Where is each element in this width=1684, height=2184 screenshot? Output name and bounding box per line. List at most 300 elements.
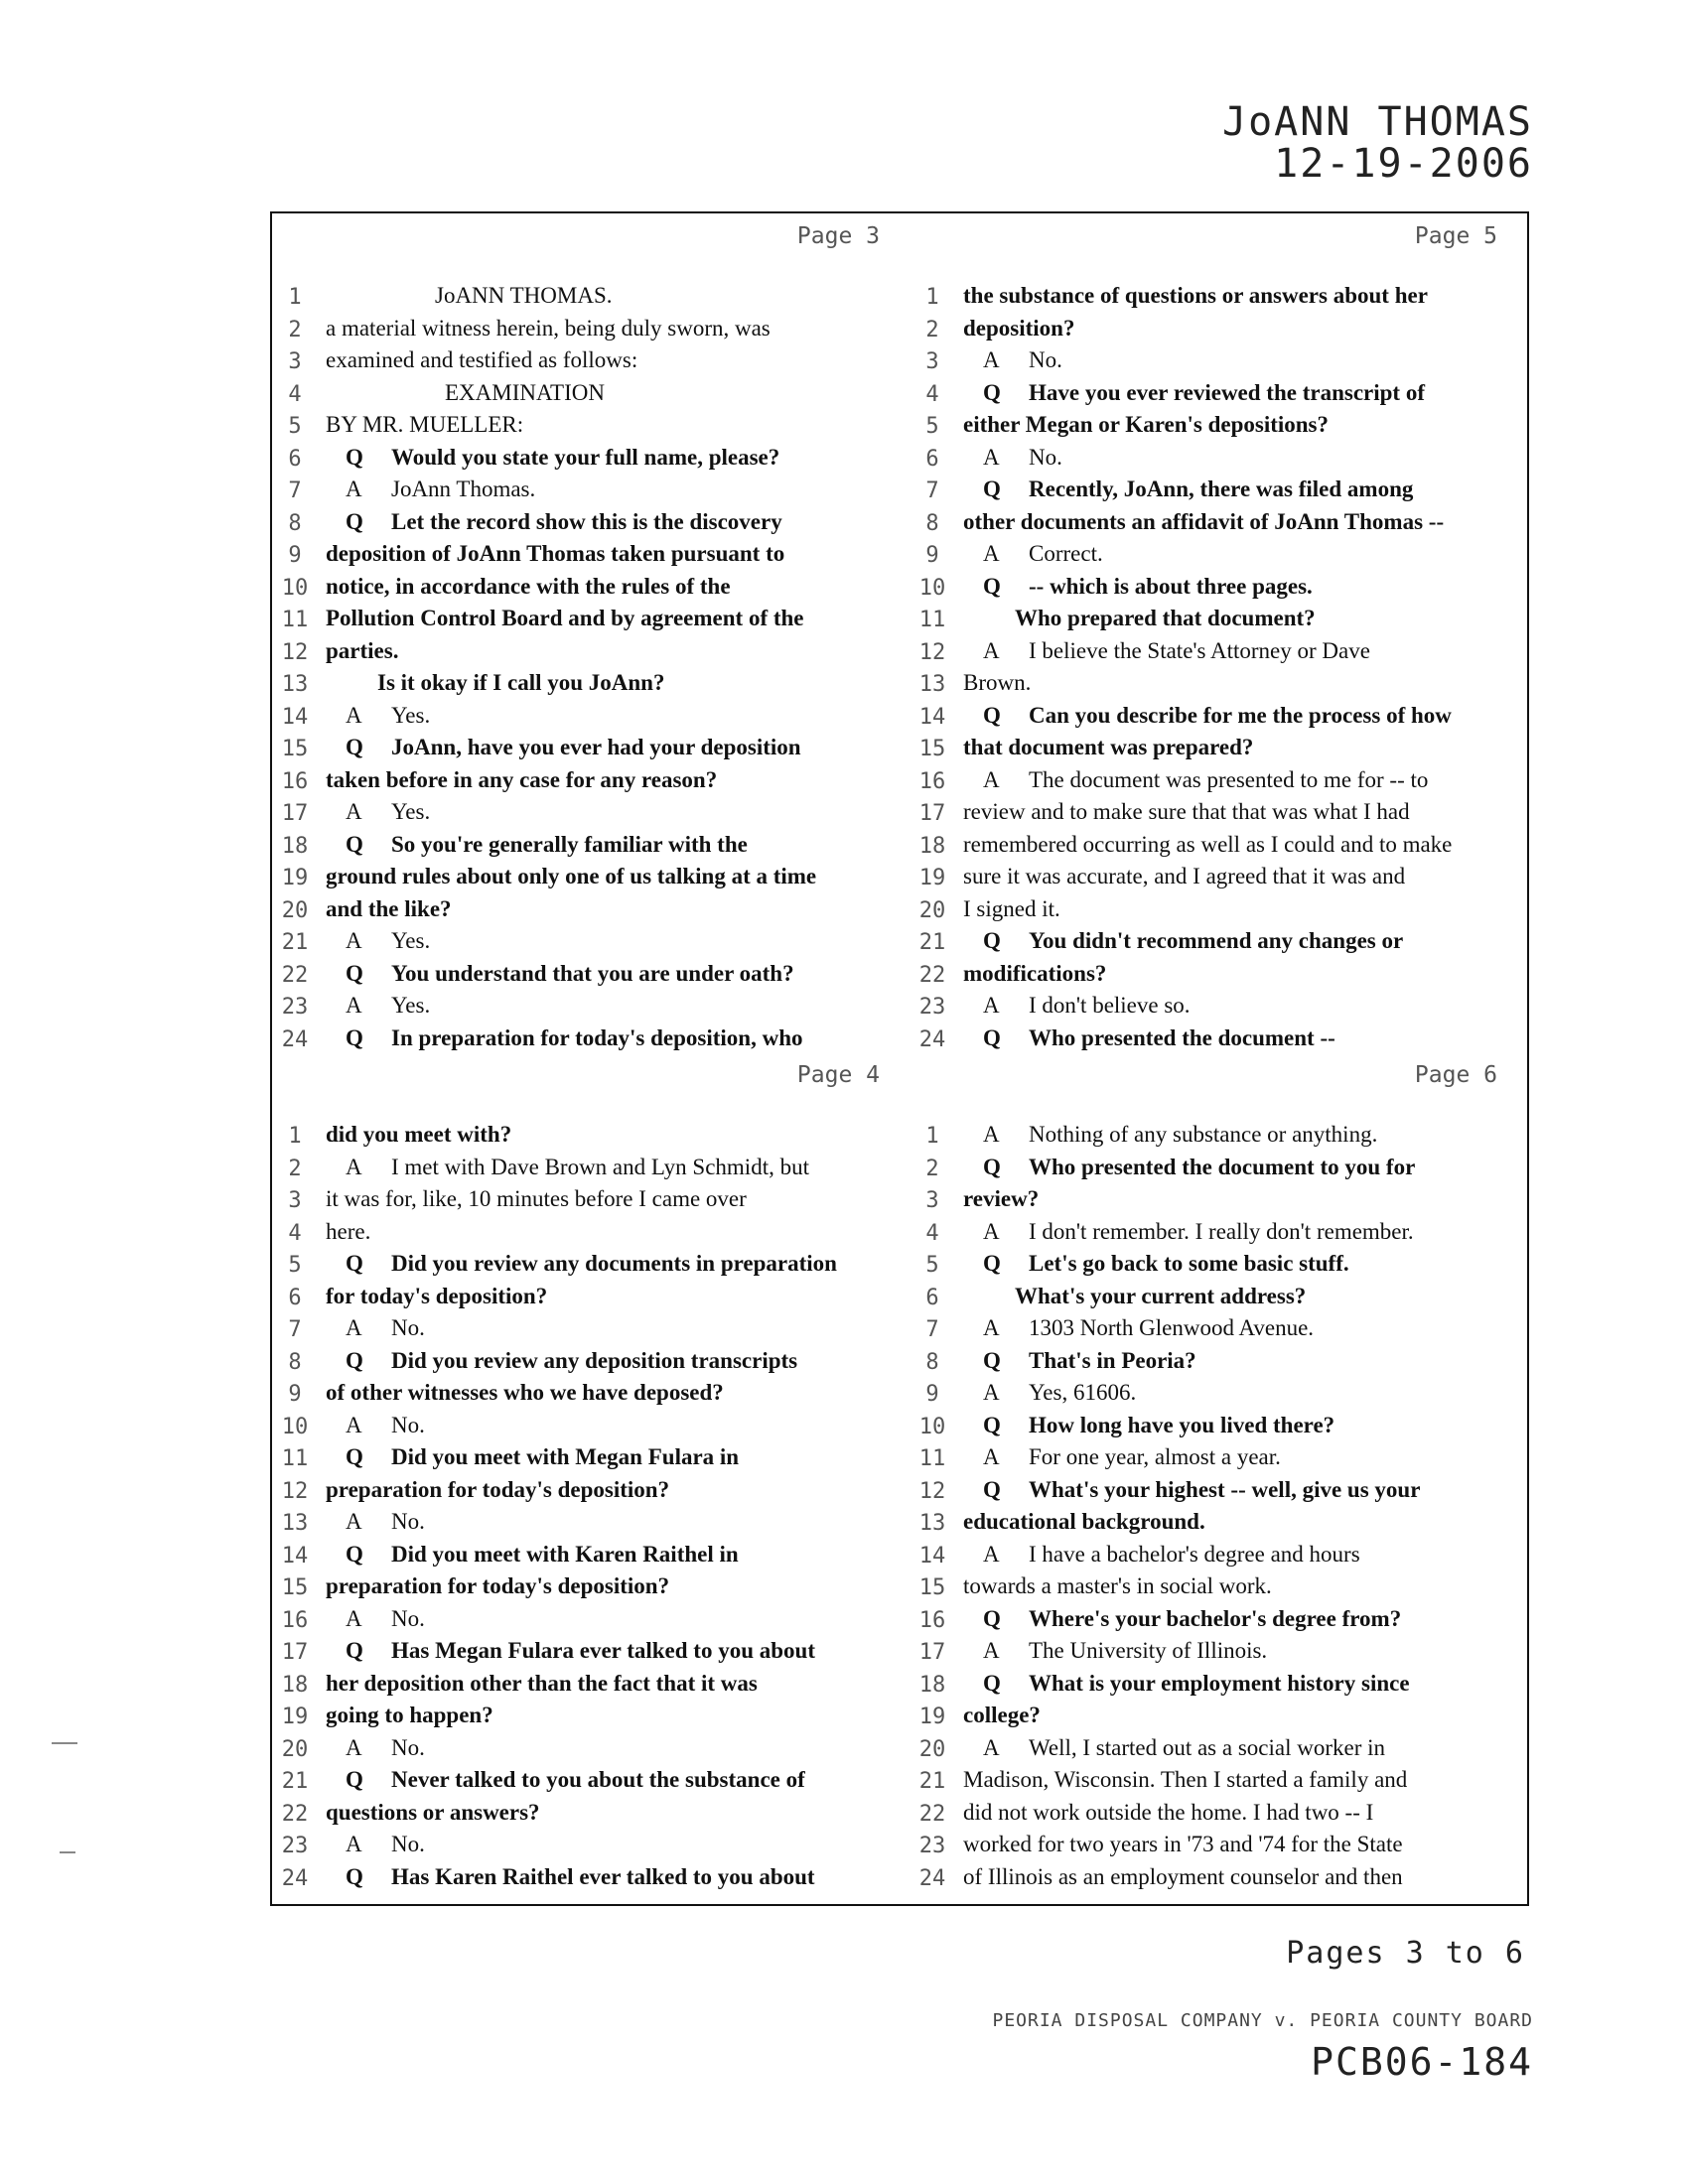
line-text: Yes. (391, 702, 431, 728)
line-text: For one year, almost a year. (1029, 1444, 1281, 1469)
transcript-line (274, 1767, 910, 1800)
transcript-line (274, 1186, 910, 1219)
line-text: review? (963, 1186, 1040, 1211)
transcript-frame (270, 211, 1529, 1906)
line-number: 13 (281, 1511, 309, 1536)
line-number: 16 (918, 1607, 946, 1633)
line-text: notice, in accordance with the rules of the (326, 573, 731, 599)
transcript-line (274, 1122, 910, 1155)
line-number: 20 (918, 1736, 946, 1762)
transcript-line (274, 1155, 910, 1187)
transcript-line (912, 412, 1527, 445)
line-text: The University of Illinois. (1029, 1638, 1268, 1663)
line-text: -- which is about three pages. (1029, 573, 1313, 599)
transcript-line (274, 316, 910, 348)
answer-marker: A (346, 1734, 362, 1760)
answer-marker: A (346, 993, 362, 1018)
line-number: 8 (288, 510, 302, 536)
line-text: The document was presented to me for -- to (1029, 766, 1429, 792)
line-number: 23 (281, 1834, 309, 1858)
answer-marker: A (346, 799, 362, 824)
line-text: parties. (326, 637, 399, 663)
transcript-line (912, 703, 1527, 736)
question-marker: Q (346, 831, 363, 857)
line-number: 6 (288, 446, 302, 472)
transcript-line (912, 1832, 1527, 1864)
answer-marker: A (346, 928, 362, 953)
transcript-line (274, 477, 910, 509)
line-number: 5 (288, 1253, 302, 1278)
line-number: 21 (918, 930, 946, 955)
line-number: 2 (925, 317, 939, 342)
transcript-line (274, 606, 910, 638)
line-text: deposition? (963, 315, 1075, 341)
question-marker: Q (983, 1154, 1001, 1179)
line-number: 5 (925, 1253, 939, 1278)
transcript-line (274, 1444, 910, 1477)
transcript-line (274, 1380, 910, 1413)
transcript-line (912, 509, 1527, 542)
margin-mark (52, 1742, 77, 1744)
transcript-line (912, 638, 1527, 671)
transcript-line (912, 1542, 1527, 1574)
answer-marker: A (346, 1315, 362, 1340)
line-number: 6 (288, 1285, 302, 1310)
line-number: 20 (281, 897, 309, 923)
margin-mark (60, 1851, 75, 1853)
transcript-line (912, 1735, 1527, 1768)
line-number: 23 (281, 995, 309, 1020)
answer-marker: A (983, 993, 1000, 1018)
line-number: 2 (288, 317, 302, 342)
transcript-line (912, 1348, 1527, 1381)
line-text: Never talked to you about the substance of (391, 1767, 805, 1792)
question-marker: Q (346, 1638, 363, 1663)
page-number-label: Page 4 (796, 1062, 880, 1088)
page-number-label: Page 6 (1414, 1062, 1497, 1088)
line-text: taken before in any case for any reason? (326, 766, 718, 792)
line-text: You understand that you are under oath? (391, 960, 794, 986)
line-text: a material witness herein, being duly sworn, was (326, 315, 771, 341)
transcript-line (274, 1413, 910, 1445)
line-number: 6 (925, 446, 939, 472)
answer-marker: A (983, 444, 1000, 470)
line-number: 5 (288, 414, 302, 439)
line-text: I believe the State's Attorney or Dave (1029, 637, 1370, 663)
transcript-line (274, 1251, 910, 1284)
line-text: No. (391, 1315, 425, 1340)
transcript-line (912, 1800, 1527, 1833)
page-number-label: Page 3 (796, 223, 880, 249)
line-text: Nothing of any substance or anything. (1029, 1122, 1378, 1147)
line-number: 14 (281, 704, 309, 730)
transcript-line (274, 1703, 910, 1735)
question-marker: Q (983, 1347, 1001, 1373)
transcript-line (274, 509, 910, 542)
answer-marker: A (983, 1638, 1000, 1663)
transcript-line (912, 896, 1527, 929)
line-text: Did you meet with Megan Fulara in (391, 1444, 740, 1469)
line-number: 21 (281, 1769, 309, 1794)
transcript-line (912, 445, 1527, 478)
transcript-line (912, 1671, 1527, 1704)
line-text: did not work outside the home. I had two -- I (963, 1799, 1374, 1825)
line-number: 7 (925, 478, 939, 503)
line-number: 9 (925, 1382, 939, 1407)
line-text: Well, I started out as a social worker in (1029, 1734, 1386, 1760)
transcript-line (912, 1219, 1527, 1252)
line-text: I have a bachelor's degree and hours (1029, 1541, 1360, 1567)
line-number: 14 (918, 1543, 946, 1569)
transcript-line (912, 799, 1527, 832)
transcript-line (274, 1832, 910, 1864)
line-number: 13 (918, 672, 946, 697)
answer-marker: A (346, 1154, 362, 1179)
transcript-line (912, 993, 1527, 1025)
line-number: 10 (918, 575, 946, 601)
line-number: 12 (281, 639, 309, 665)
transcript-line (912, 283, 1527, 316)
question-marker: Q (983, 379, 1001, 405)
line-number: 14 (281, 1543, 309, 1569)
line-number: 13 (918, 1511, 946, 1536)
line-number: 22 (281, 962, 309, 988)
transcript-line (912, 380, 1527, 413)
line-text: No. (391, 1509, 425, 1534)
question-marker: Q (346, 1251, 363, 1276)
question-marker: Q (346, 735, 363, 759)
line-text: Yes. (391, 928, 431, 953)
line-number: 12 (918, 1478, 946, 1504)
page-number-label: Page 5 (1414, 223, 1497, 249)
transcript-line (912, 961, 1527, 994)
line-number: 3 (288, 1188, 302, 1213)
line-text: the substance of questions or answers about her (963, 283, 1428, 308)
transcript-line (274, 896, 910, 929)
transcript-line (274, 832, 910, 865)
line-number: 20 (918, 897, 946, 923)
transcript-line (912, 832, 1527, 865)
question-marker: Q (346, 1863, 363, 1889)
line-number: 11 (281, 608, 309, 632)
question-marker: Q (983, 1251, 1001, 1276)
transcript-line (274, 541, 910, 574)
transcript-line (274, 347, 910, 380)
line-number: 17 (281, 1640, 309, 1665)
line-number: 9 (288, 543, 302, 568)
line-number: 23 (918, 1834, 946, 1858)
line-number: 4 (925, 1220, 939, 1246)
line-number: 24 (918, 1026, 946, 1052)
transcript-line (912, 1638, 1527, 1671)
line-number: 19 (281, 866, 309, 890)
answer-marker: A (983, 1122, 1000, 1147)
answer-marker: A (983, 766, 1000, 792)
transcript-line (912, 1509, 1527, 1542)
transcript-line (912, 670, 1527, 703)
transcript-line (912, 1444, 1527, 1477)
line-text: Has Megan Fulara ever talked to you about (391, 1638, 815, 1663)
line-text: I met with Dave Brown and Lyn Schmidt, but (391, 1154, 809, 1179)
line-number: 5 (925, 414, 939, 439)
line-text: Has Karen Raithel ever talked to you about (391, 1863, 815, 1889)
answer-marker: A (346, 1832, 362, 1856)
transcript-line (274, 1284, 910, 1316)
line-text: it was for, like, 10 minutes before I came over (326, 1186, 747, 1211)
answer-marker: A (346, 477, 362, 501)
transcript-line (912, 1380, 1527, 1413)
transcript-line (274, 1671, 910, 1704)
line-number: 6 (925, 1285, 939, 1310)
line-text: other documents an affidavit of JoAnn Thomas -- (963, 508, 1445, 534)
line-number: 3 (925, 1188, 939, 1213)
question-marker: Q (346, 1767, 363, 1792)
line-number: 1 (288, 1124, 302, 1149)
line-number: 8 (288, 1349, 302, 1375)
line-number: 9 (925, 543, 939, 568)
line-text: Did you review any deposition transcripts (391, 1347, 798, 1373)
transcript-line (912, 735, 1527, 767)
answer-marker: A (346, 1509, 362, 1534)
transcript-line (912, 347, 1527, 380)
line-number: 7 (925, 1317, 939, 1342)
question-marker: Q (983, 1412, 1001, 1437)
question-marker: Q (983, 928, 1001, 953)
line-text: I signed it. (963, 895, 1060, 921)
transcript-line (274, 1606, 910, 1639)
question-marker: Q (346, 444, 363, 470)
line-text: Who presented the document -- (1029, 1024, 1335, 1050)
line-number: 13 (281, 672, 309, 697)
transcript-line (912, 574, 1527, 607)
question-marker: Q (983, 702, 1001, 728)
transcript-line (274, 1573, 910, 1606)
line-text: Yes. (391, 799, 431, 824)
line-text: here. (326, 1218, 371, 1244)
line-number: 11 (918, 1446, 946, 1471)
line-text: remembered occurring as well as I could and to make (963, 831, 1453, 857)
line-text: deposition of JoAnn Thomas taken pursuant to (326, 541, 785, 566)
line-number: 3 (925, 349, 939, 374)
transcript-panel-page-6 (912, 1062, 1527, 1896)
transcript-line (274, 1800, 910, 1833)
line-text: Correct. (1029, 541, 1103, 566)
line-text: Can you describe for me the process of how (1029, 702, 1452, 728)
transcript-line (274, 445, 910, 478)
line-text: her deposition other than the fact that it was (326, 1670, 758, 1696)
line-number: 22 (918, 1801, 946, 1827)
transcript-line (912, 1284, 1527, 1316)
line-number: 15 (281, 1575, 309, 1600)
line-number: 8 (925, 1349, 939, 1375)
line-number: 17 (918, 801, 946, 826)
transcript-line (912, 1703, 1527, 1735)
line-number: 16 (281, 768, 309, 794)
line-number: 10 (281, 575, 309, 601)
line-text: Did you meet with Karen Raithel in (391, 1541, 739, 1567)
line-number: 20 (281, 1736, 309, 1762)
transcript-line (912, 1477, 1527, 1510)
transcript-line (912, 767, 1527, 800)
line-text: JoANN THOMAS. (435, 283, 613, 308)
line-text: Where's your bachelor's degree from? (1029, 1605, 1402, 1631)
answer-marker: A (983, 1218, 1000, 1244)
line-number: 1 (288, 285, 302, 310)
line-text: I don't believe so. (1029, 993, 1191, 1018)
transcript-line (274, 1219, 910, 1252)
transcript-line (912, 541, 1527, 574)
line-text: towards a master's in social work. (963, 1573, 1272, 1598)
line-number: 15 (918, 1575, 946, 1600)
line-text: So you're generally familiar with the (391, 831, 748, 857)
line-text: college? (963, 1703, 1041, 1727)
transcript-line (274, 1315, 910, 1348)
question-marker: Q (346, 1541, 363, 1567)
transcript-line (912, 1251, 1527, 1284)
line-text: Who prepared that document? (1015, 606, 1316, 630)
line-number: 12 (918, 639, 946, 665)
transcript-line (912, 1864, 1527, 1897)
line-text: Pollution Control Board and by agreement of the (326, 606, 804, 630)
transcript-line (274, 735, 910, 767)
line-text: No. (391, 1734, 425, 1760)
question-marker: Q (346, 960, 363, 986)
line-number: 11 (918, 608, 946, 632)
question-marker: Q (346, 508, 363, 534)
line-text: That's in Peoria? (1029, 1347, 1196, 1373)
line-text: preparation for today's deposition? (326, 1476, 670, 1502)
case-number: PCB06-184 (1311, 2040, 1533, 2084)
line-number: 22 (281, 1801, 309, 1827)
line-number: 22 (918, 962, 946, 988)
transcript-line (912, 1122, 1527, 1155)
line-text: Who presented the document to you for (1029, 1154, 1416, 1179)
transcript-panel-page-3 (274, 223, 910, 1052)
line-number: 15 (281, 737, 309, 761)
line-text: questions or answers? (326, 1799, 540, 1825)
line-number: 23 (918, 995, 946, 1020)
answer-marker: A (983, 347, 1000, 372)
transcript-line (912, 928, 1527, 961)
answer-marker: A (983, 1380, 1000, 1405)
transcript-panel-page-5 (912, 223, 1527, 1052)
transcript-line (912, 477, 1527, 509)
line-number: 1 (925, 285, 939, 310)
transcript-line (274, 1509, 910, 1542)
line-text: for today's deposition? (326, 1283, 548, 1308)
question-marker: Q (346, 1444, 363, 1469)
line-text: sure it was accurate, and I agreed that it was and (963, 864, 1406, 888)
transcript-line (274, 283, 910, 316)
line-text: Is it okay if I call you JoAnn? (377, 670, 665, 695)
line-text: Let's go back to some basic stuff. (1029, 1251, 1349, 1276)
line-text: either Megan or Karen's depositions? (963, 412, 1329, 437)
line-text: 1303 North Glenwood Avenue. (1029, 1315, 1315, 1340)
transcript-line (274, 380, 910, 413)
transcript-line (912, 1155, 1527, 1187)
transcript-line (274, 799, 910, 832)
answer-marker: A (983, 1315, 1000, 1340)
line-text: of Illinois as an employment counselor and then (963, 1863, 1403, 1889)
line-text: examined and testified as follows: (326, 347, 638, 372)
line-number: 10 (281, 1414, 309, 1439)
line-text: worked for two years in '73 and '74 for the State (963, 1832, 1403, 1856)
transcript-line (274, 1735, 910, 1768)
line-number: 7 (288, 1317, 302, 1342)
line-text: Recently, JoAnn, there was filed among (1029, 477, 1414, 501)
line-number: 21 (281, 930, 309, 955)
transcript-line (912, 1573, 1527, 1606)
line-number: 2 (925, 1156, 939, 1181)
answer-marker: A (983, 541, 1000, 566)
line-text: Let the record show this is the discovery (391, 508, 782, 534)
transcript-line (274, 1542, 910, 1574)
line-text: You didn't recommend any changes or (1029, 928, 1404, 953)
transcript-line (274, 993, 910, 1025)
transcript-line (274, 412, 910, 445)
transcript-line (912, 1186, 1527, 1219)
line-text: EXAMINATION (445, 379, 605, 405)
line-number: 1 (925, 1124, 939, 1149)
line-text: of other witnesses who we have deposed? (326, 1380, 724, 1405)
line-text: modifications? (963, 960, 1107, 986)
line-number: 4 (288, 1220, 302, 1246)
line-number: 8 (925, 510, 939, 536)
line-number: 18 (918, 833, 946, 859)
transcript-line (912, 606, 1527, 638)
transcript-line (912, 1606, 1527, 1639)
line-number: 19 (918, 1705, 946, 1729)
line-text: How long have you lived there? (1029, 1412, 1335, 1437)
line-text: No. (391, 1605, 425, 1631)
transcript-line (274, 703, 910, 736)
line-number: 24 (281, 1865, 309, 1891)
line-number: 18 (918, 1672, 946, 1698)
line-text: In preparation for today's deposition, who (391, 1024, 803, 1050)
answer-marker: A (346, 1412, 362, 1437)
transcript-line (274, 574, 910, 607)
page-range: Pages 3 to 6 (1286, 1936, 1525, 1971)
line-number: 18 (281, 833, 309, 859)
line-number: 9 (288, 1382, 302, 1407)
line-text: review and to make sure that that was what I had (963, 799, 1410, 824)
line-text: Have you ever reviewed the transcript of (1029, 379, 1425, 405)
line-text: What's your highest -- well, give us your (1029, 1476, 1421, 1502)
line-number: 4 (288, 381, 302, 407)
line-number: 16 (918, 768, 946, 794)
transcript-line (912, 1315, 1527, 1348)
answer-marker: A (983, 1444, 1000, 1469)
line-text: I don't remember. I really don't remember. (1029, 1218, 1414, 1244)
question-marker: Q (983, 1605, 1001, 1631)
line-number: 11 (281, 1446, 309, 1471)
line-number: 3 (288, 349, 302, 374)
question-marker: Q (983, 1024, 1001, 1050)
line-text: No. (391, 1832, 425, 1856)
line-text: and the like? (326, 895, 452, 921)
line-number: 17 (918, 1640, 946, 1665)
transcript-line (274, 961, 910, 994)
deposition-date: 12-19-2006 (1274, 141, 1533, 187)
answer-marker: A (346, 1605, 362, 1631)
line-number: 16 (281, 1607, 309, 1633)
transcript-line (274, 767, 910, 800)
transcript-line (912, 1413, 1527, 1445)
answer-marker: A (983, 1734, 1000, 1760)
line-text: preparation for today's deposition? (326, 1573, 670, 1598)
answer-marker: A (346, 702, 362, 728)
line-text: Brown. (963, 670, 1032, 695)
